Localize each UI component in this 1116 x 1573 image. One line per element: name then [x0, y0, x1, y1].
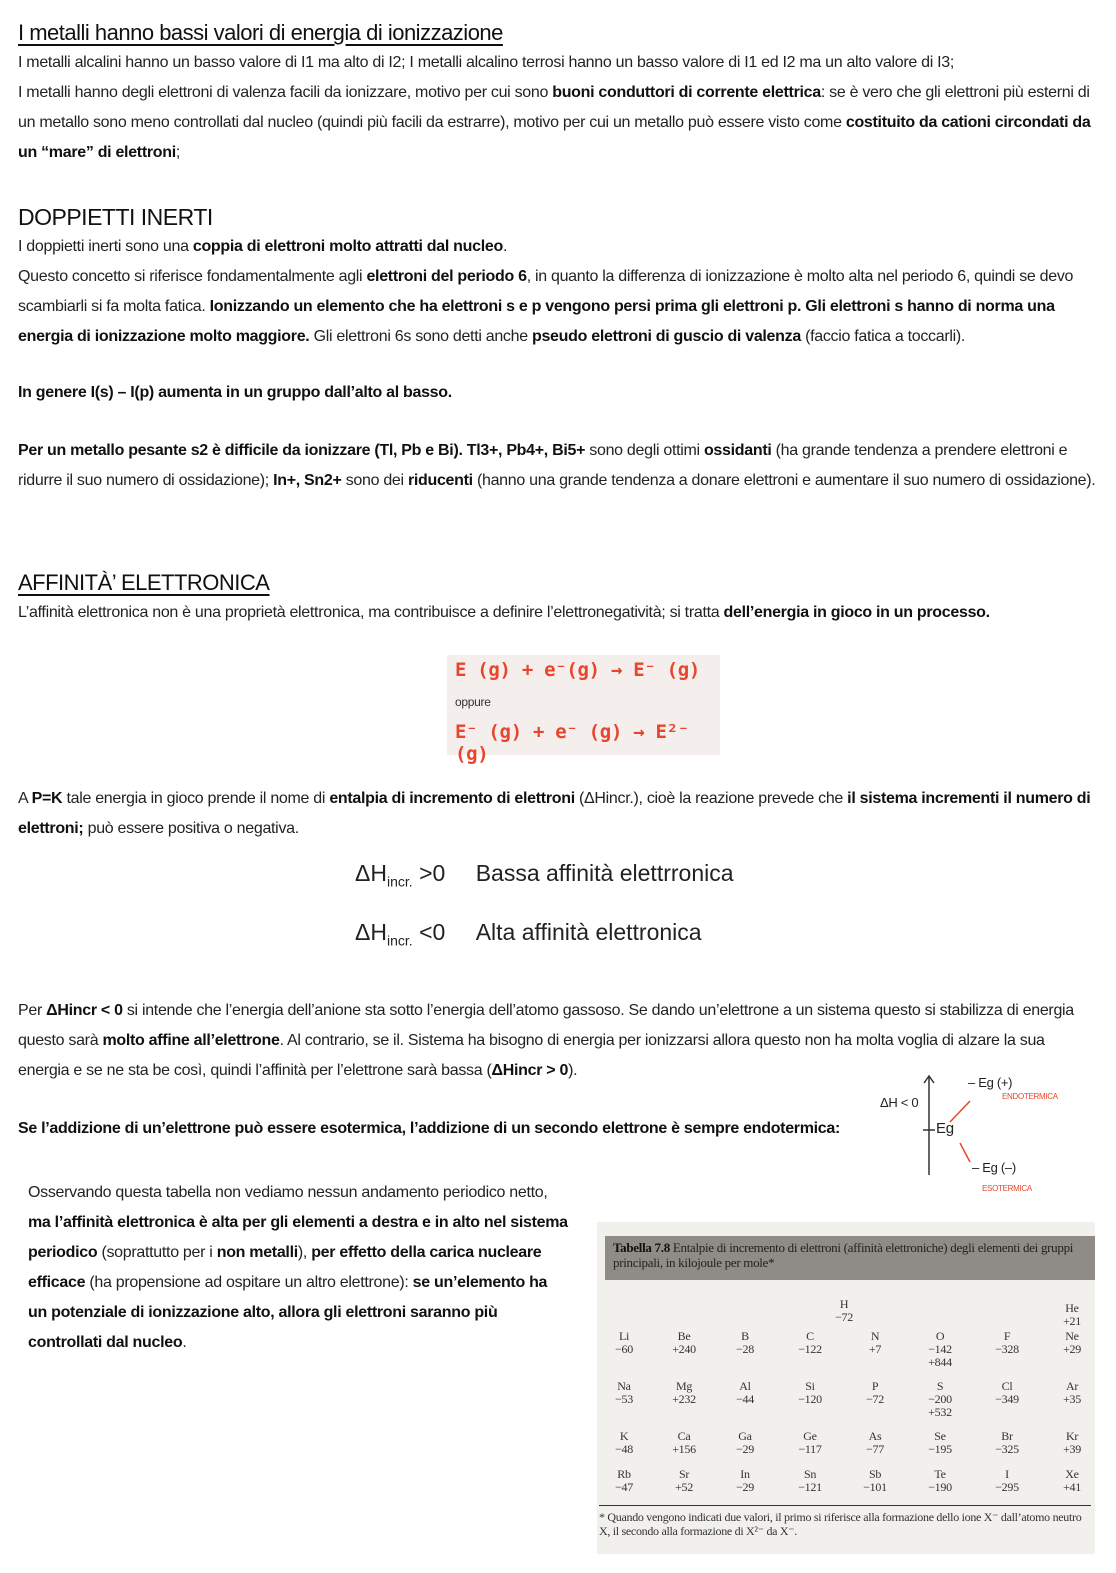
dh-symbol: ΔH — [355, 919, 387, 945]
bold-text: entalpia di incremento di elettroni — [329, 790, 575, 807]
dh-desc: Bassa affinità elettrronica — [475, 860, 734, 886]
element-cell — [850, 1380, 900, 1406]
text-run: Per — [18, 1002, 47, 1019]
element-cell — [1047, 1468, 1097, 1494]
element-cell — [720, 1430, 770, 1456]
element-symbol: Te — [934, 1467, 946, 1481]
element-cell — [659, 1330, 709, 1356]
text-run: sono dei — [341, 472, 408, 489]
element-cell — [599, 1430, 649, 1456]
table-caption — [605, 1236, 1095, 1280]
dh-row-negative — [355, 919, 702, 949]
text-run: , in quanto la differenza di ionizzazione è molto alta nel periodo 6, quindi se devo scambiarli si fa molta fatica. — [18, 268, 1074, 315]
diagram-bottom: – Eg (–) — [972, 1160, 1016, 1175]
element-symbol: He — [1065, 1301, 1079, 1315]
bold-text: costituito da cationi circondati da un “mare” di elettroni — [18, 114, 1091, 161]
bold-text: ΔHincr < 0 — [46, 1002, 123, 1019]
element-value: +41 — [1063, 1480, 1081, 1494]
paragraph — [18, 436, 1096, 496]
element-symbol: Xe — [1065, 1467, 1079, 1481]
element-value: +240 — [672, 1342, 696, 1356]
element-cell — [1047, 1430, 1097, 1456]
element-symbol: B — [741, 1329, 749, 1343]
element-cell — [915, 1380, 965, 1419]
bold-text: In+, Sn2+ — [273, 472, 342, 489]
bold-text: dell’energia in gioco in un processo. — [723, 604, 990, 621]
element-symbol: Al — [739, 1379, 751, 1393]
element-cell — [720, 1380, 770, 1406]
element-value: −44 — [736, 1392, 754, 1406]
element-symbol: O — [935, 1329, 945, 1343]
element-symbol: K — [619, 1429, 629, 1443]
table-footnote: * Quando vengono indicati due valori, il primo si riferisce alla formazione dello ione X⁻ dall’atomo neutro X, il secondo alla formazione di X²⁻ da X⁻. — [599, 1505, 1091, 1538]
paragraph-table-notes — [28, 1178, 568, 1358]
text-run: ). — [568, 1062, 578, 1079]
element-symbol: Br — [1001, 1429, 1013, 1443]
reaction-2: E⁻ (g) + e⁻ (g) → E²⁻ (g) — [455, 721, 689, 765]
text-run: . — [182, 1334, 187, 1351]
element-value: +7 — [868, 1342, 882, 1356]
element-symbol: Ge — [803, 1429, 817, 1443]
section-title: AFFINITÀ’ ELETTRONICA — [18, 570, 270, 595]
element-value: −295 — [995, 1480, 1019, 1494]
text-run: L’affinità elettronica non è una proprietà elettronica, ma contribuisce a definire l’elettronegatività; si tratta — [18, 604, 724, 621]
section-title: DOPPIETTI INERTI — [18, 204, 213, 230]
element-value: −77 — [866, 1442, 884, 1456]
element-symbol: Sr — [678, 1467, 690, 1481]
element-symbol: Ne — [1065, 1329, 1079, 1343]
text-run: Gli elettroni 6s sono detti anche — [309, 328, 532, 345]
bold-text: se un’elemento ha un potenziale di ionizzazione alto, allora gli elettroni saranno più controllati dal nucleo — [28, 1274, 548, 1351]
element-value: −120 — [798, 1392, 822, 1406]
element-value: +35 — [1063, 1392, 1081, 1406]
element-value: −142 — [928, 1342, 952, 1356]
text-run: I doppietti inerti sono una — [18, 238, 193, 255]
element-cell — [599, 1468, 649, 1494]
element-value: −72 — [835, 1310, 853, 1324]
element-value: −200 — [928, 1392, 952, 1406]
element-cell — [850, 1330, 900, 1356]
element-symbol: Ga — [738, 1429, 752, 1443]
element-value: −72 — [866, 1392, 884, 1406]
dh-row-positive — [355, 860, 734, 890]
dh-cond: <0 — [419, 919, 446, 945]
element-symbol: H — [839, 1297, 849, 1311]
reaction-or: oppure — [455, 695, 491, 709]
diagram-center: Eg — [936, 1120, 954, 1137]
element-value: −60 — [615, 1342, 633, 1356]
element-cell — [1047, 1380, 1097, 1406]
dh-symbol: ΔH — [355, 860, 387, 886]
paragraph — [18, 262, 1096, 352]
bold-text: Se l’addizione di un’elettrone può essere esotermica, l’addizione di un secondo elettrone è sempre endotermica: — [18, 1120, 841, 1137]
dh-desc: Alta affinità elettronica — [475, 919, 702, 945]
text-run: (ha grande tendenza a prendere elettroni e ridurre il suo numero di ossidazione); — [18, 442, 1068, 489]
section-metals — [18, 18, 1096, 168]
element-symbol: In — [740, 1467, 750, 1481]
bold-text: In genere I(s) – I(p) aumenta in un gruppo dall’alto al basso. — [18, 384, 452, 401]
element-value: −122 — [798, 1342, 822, 1356]
text-run: si intende che l’energia dell’anione sta sotto l’energia dell’atomo gassoso. Se dando un’elettrone a un sistema questo si stabilizza di energia questo sarà — [18, 1002, 1074, 1049]
dh-cond: >0 — [419, 860, 446, 886]
diagram-top-tag: ENDOTERMICA — [1002, 1092, 1058, 1101]
element-cell — [659, 1380, 709, 1406]
bold-text: ΔHincr > 0 — [491, 1062, 569, 1079]
element-cell — [915, 1468, 965, 1494]
element-cell — [982, 1380, 1032, 1406]
element-value: −28 — [736, 1342, 754, 1356]
element-cell — [1047, 1330, 1097, 1356]
text-run: A — [18, 790, 32, 807]
element-value: −195 — [928, 1442, 952, 1456]
paragraph — [18, 598, 1096, 628]
element-symbol: Se — [934, 1429, 946, 1443]
text-run: sono degli ottimi — [585, 442, 704, 459]
bold-text: buoni conduttori di corrente elettrica — [552, 84, 821, 101]
text-run: . Al contrario, se il. Sistema ha bisogno di energia per ionizzarsi allora questo non ha molta voglia di alzare la sua energia e se ne sta be così, quindi l’affinità per l’elettrone sarà bassa ( — [18, 1032, 1045, 1079]
bold-text: elettroni del periodo 6 — [366, 268, 527, 285]
diagram-top: – Eg (+) — [968, 1075, 1013, 1090]
element-symbol: I — [1005, 1467, 1009, 1481]
element-value: −48 — [615, 1442, 633, 1456]
element-cell — [659, 1430, 709, 1456]
element-symbol: Cl — [1001, 1379, 1013, 1393]
text-run: può essere positiva o negativa. — [83, 820, 299, 837]
reaction-1: E (g) + e⁻(g) → E⁻ (g) — [455, 659, 701, 681]
text-run: : se è vero che gli elettroni più esterni di un metallo sono meno controllati dal nucleo (quindi più facili da estrarre), motivo per cui un metallo può essere visto come — [18, 84, 1090, 131]
bold-text: P=K — [31, 790, 63, 807]
reaction-image — [447, 655, 720, 765]
element-value: +29 — [1063, 1342, 1081, 1356]
element-value: +532 — [928, 1405, 952, 1419]
element-cell — [599, 1380, 649, 1406]
element-value: +156 — [672, 1442, 696, 1456]
paragraph — [18, 232, 1096, 262]
element-cell — [785, 1430, 835, 1456]
element-value: −121 — [798, 1480, 822, 1494]
text-run: Osservando questa tabella non vediamo nessun andamento periodico netto, — [28, 1184, 548, 1201]
element-symbol: Li — [618, 1329, 630, 1343]
paragraph — [28, 1178, 568, 1358]
element-symbol: Ar — [1065, 1379, 1079, 1393]
element-value: −29 — [736, 1442, 754, 1456]
element-value: −47 — [615, 1480, 633, 1494]
element-cell — [915, 1330, 965, 1369]
text-run: (hanno una grande tendenza a donare elettroni e aumentare il suo numero di ossidazione). — [472, 472, 1096, 489]
paragraph-pk — [18, 784, 1096, 844]
caption-label: Tabella 7.8 — [613, 1240, 670, 1255]
element-value: −190 — [928, 1480, 952, 1494]
element-cell — [785, 1380, 835, 1406]
element-value: −101 — [863, 1480, 887, 1494]
bold-text: riducenti — [407, 472, 473, 489]
bold-text: pseudo elettroni di guscio di valenza — [531, 328, 801, 345]
element-symbol: Be — [677, 1329, 691, 1343]
element-value: −328 — [995, 1342, 1019, 1356]
bold-text: per effetto della carica nucleare efficace — [28, 1244, 542, 1291]
section-title: I metalli hanno bassi valori di energia di ionizzazione — [18, 20, 503, 45]
text-run: Questo concetto si riferisce fondamentalmente agli — [18, 268, 367, 285]
element-symbol: C — [806, 1329, 814, 1343]
diagram-axis-label: ΔH < 0 — [880, 1095, 919, 1110]
element-symbol: F — [1003, 1329, 1011, 1343]
element-value: +232 — [672, 1392, 696, 1406]
element-value: +39 — [1063, 1442, 1081, 1456]
element-value: −117 — [798, 1442, 822, 1456]
bold-text: Per un metallo pesante s2 è difficile da ionizzare (Tl, Pb e Bi). Tl3+, Pb4+, Bi5+ — [18, 442, 586, 459]
section-affinita — [18, 568, 1096, 628]
bold-text: non metalli — [216, 1244, 298, 1261]
element-cell — [1047, 1302, 1097, 1328]
text-run: . — [502, 238, 508, 255]
text-run: ), — [297, 1244, 312, 1261]
diagram-bottom-tag: ESOTERMICA — [982, 1184, 1032, 1193]
paragraph — [18, 48, 1096, 78]
element-value: −29 — [736, 1480, 754, 1494]
paragraph — [18, 784, 1096, 844]
element-symbol: Rb — [617, 1467, 631, 1481]
bold-text: molto affine all’elettrone — [102, 1032, 280, 1049]
element-value: +21 — [1063, 1314, 1081, 1328]
element-symbol: Mg — [675, 1379, 693, 1393]
element-cell — [982, 1468, 1032, 1494]
element-symbol: Sn — [803, 1467, 817, 1481]
element-cell — [599, 1330, 649, 1356]
element-symbol: Sb — [868, 1467, 882, 1481]
text-run: (ha propensione ad ospitare un altro elettrone): — [85, 1274, 413, 1291]
text-run: I metalli hanno degli elettroni di valenza facili da ionizzare, motivo per cui sono — [18, 84, 553, 101]
text-run: (ΔHincr.), cioè la reazione prevede che — [574, 790, 848, 807]
text-run: tale energia in gioco prende il nome di — [62, 790, 330, 807]
caption-text: Entalpie di incremento di elettroni (affinità elettroniche) degli elementi dei gruppi principali, in kilojoule per mole* — [613, 1240, 1074, 1270]
element-cell — [720, 1330, 770, 1356]
bold-text: il sistema incrementi il numero di elettroni; — [18, 790, 1091, 837]
element-value: +52 — [675, 1480, 693, 1494]
bold-text: ma l’affinità elettronica è alta per gli elementi a destra e in alto nel sistema periodico — [28, 1214, 568, 1261]
element-symbol: Na — [617, 1379, 631, 1393]
element-value: −53 — [615, 1392, 633, 1406]
element-symbol: N — [870, 1329, 880, 1343]
element-symbol: S — [936, 1379, 944, 1393]
element-cell — [850, 1468, 900, 1494]
bold-text: coppia di elettroni molto attratti dal nucleo — [192, 238, 503, 255]
paragraph — [18, 78, 1096, 168]
affinity-table — [597, 1222, 1095, 1554]
bold-text: ossidanti — [703, 442, 772, 459]
element-symbol: As — [868, 1429, 882, 1443]
element-cell — [720, 1468, 770, 1494]
element-value: −349 — [995, 1392, 1019, 1406]
element-cell — [850, 1430, 900, 1456]
element-symbol: Kr — [1065, 1429, 1079, 1443]
text-run: ; — [175, 144, 181, 161]
element-cell — [982, 1330, 1032, 1356]
element-value: +844 — [928, 1355, 952, 1369]
element-value: −325 — [995, 1442, 1019, 1456]
text-run: I metalli alcalini hanno un basso valore di I1 ma alto di I2; I metalli alcalino terrosi hanno un basso valore di I1 ed I2 ma un alto valore di I3; — [18, 54, 955, 71]
element-cell — [915, 1430, 965, 1456]
element-cell — [982, 1430, 1032, 1456]
element-cell — [785, 1468, 835, 1494]
section-doppietti — [18, 202, 1096, 496]
element-cell — [785, 1330, 835, 1356]
element-symbol: Ca — [677, 1429, 691, 1443]
paragraph — [18, 378, 1096, 408]
dh-sub: incr. — [386, 932, 413, 949]
text-run: (soprattutto per i — [97, 1244, 217, 1261]
element-cell — [819, 1298, 869, 1324]
dh-sub: incr. — [386, 873, 413, 890]
energy-diagram — [870, 1065, 1090, 1200]
element-symbol: P — [871, 1379, 879, 1393]
element-cell — [659, 1468, 709, 1494]
text-run: (faccio fatica a toccarli). — [800, 328, 966, 345]
bold-text: Ionizzando un elemento che ha elettroni s e p vengono persi prima gli elettroni p. Gli elettroni s hanno di norma una energia di ionizzazione molto maggiore. — [18, 298, 1055, 345]
element-symbol: Si — [805, 1379, 815, 1393]
